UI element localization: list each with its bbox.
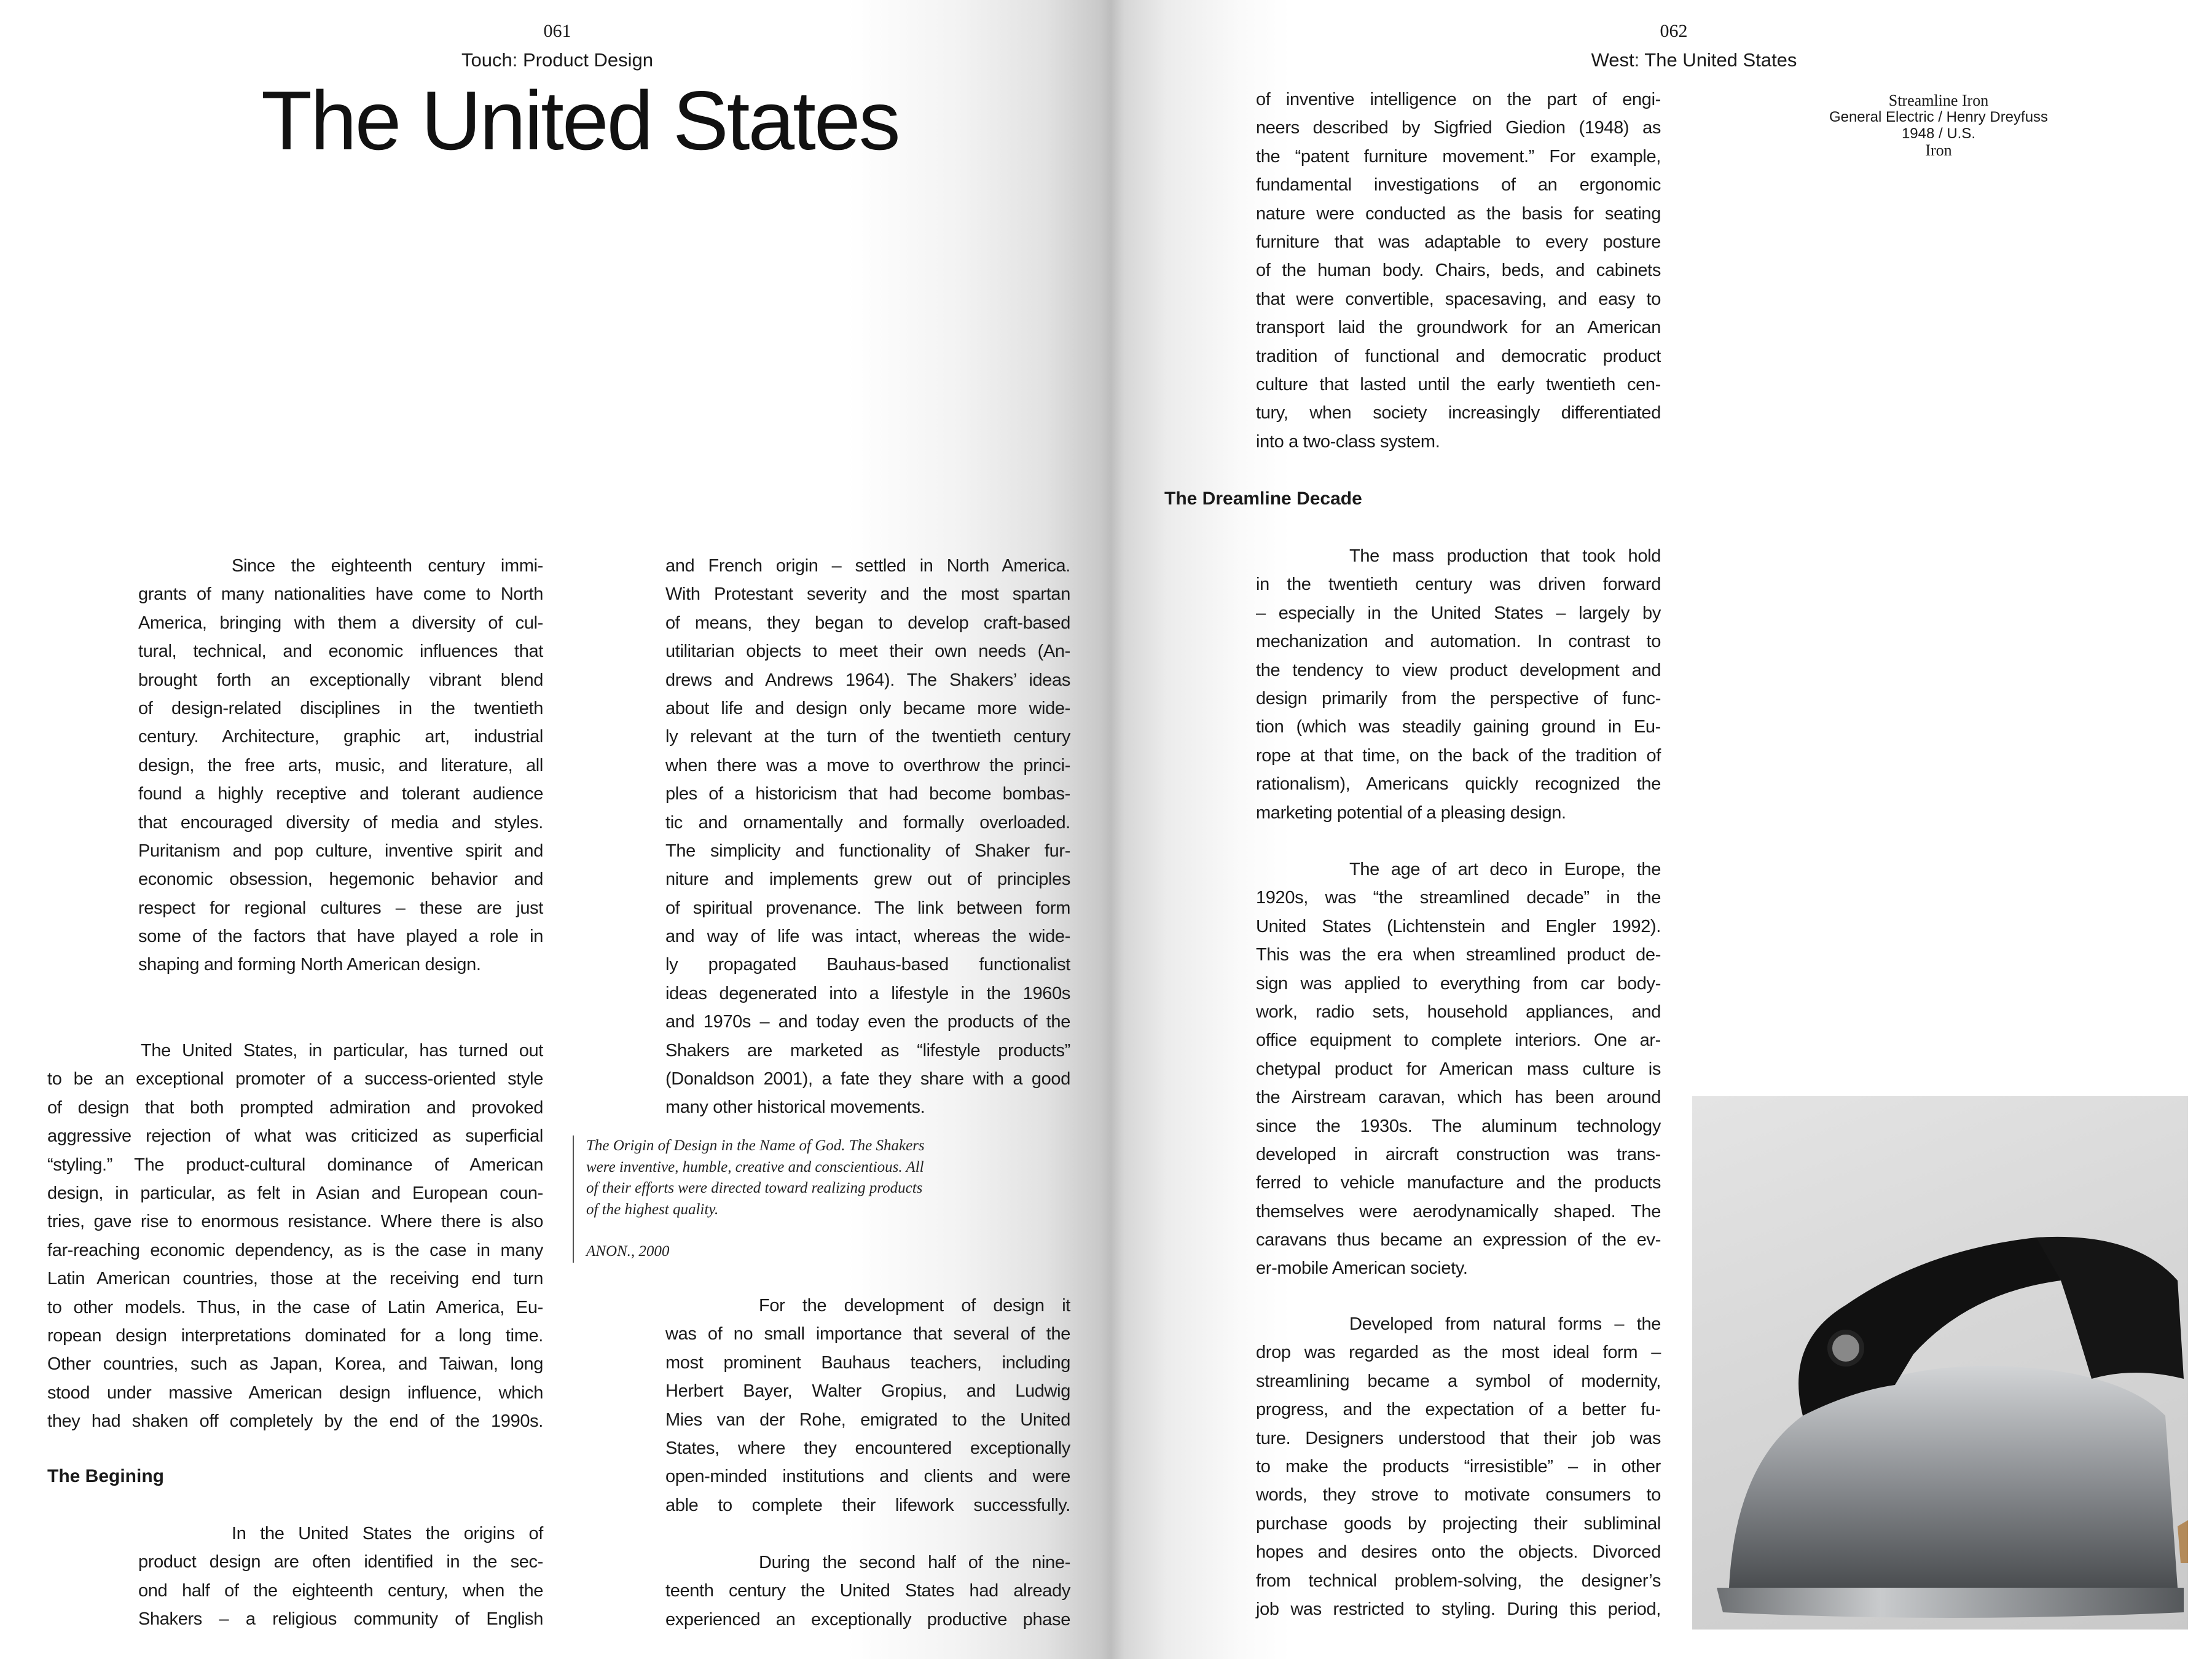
caption-object-name: Streamline Iron bbox=[1888, 92, 1989, 109]
text-line: work, radio sets, household appliances, and bbox=[1256, 1002, 1661, 1022]
text-line: ond half of the eighteenth century, when the bbox=[138, 1580, 543, 1601]
text-line: that encouraged diversity of media and styles. bbox=[138, 812, 543, 833]
caption-maker: General Electric / Henry Dreyfuss bbox=[1829, 109, 2049, 125]
text-line: tural, technical, and economic influences that bbox=[138, 641, 543, 662]
text-line: themselves were aerodynamically shaped. The bbox=[1256, 1201, 1661, 1222]
text-line: fundamental investigations of an ergonomic bbox=[1256, 175, 1661, 195]
text-line: when there was a move to overthrow the princi- bbox=[665, 755, 1070, 775]
text-line: hopes and desires onto the objects. Divorced bbox=[1256, 1542, 1661, 1563]
text-line: sign was applied to everything from car body- bbox=[1256, 973, 1661, 994]
body-paragraph bbox=[1256, 855, 1661, 1283]
text-line: into a two-class system. bbox=[1256, 431, 1440, 452]
text-line: Mies van der Rohe, emigrated to the United bbox=[665, 1410, 1070, 1430]
text-line: neers described by Sigfried Giedion (1948) as bbox=[1256, 118, 1661, 138]
text-line: they had shaken off completely by the end of the 1990s. bbox=[47, 1411, 543, 1432]
text-line: of design-related disciplines in the twentieth bbox=[138, 698, 543, 718]
text-line: of inventive intelligence on the part of engi- bbox=[1256, 90, 1661, 109]
text-line: progress, and the expectation of a better fu- bbox=[1256, 1400, 1661, 1420]
text-line: many other historical movements. bbox=[665, 1097, 925, 1118]
text-line: economic obsession, hegemonic behavior and bbox=[138, 869, 543, 890]
text-line: 1920s, was “the streamlined decade” in the bbox=[1256, 888, 1661, 908]
text-line: chetypal product for American mass culture is bbox=[1256, 1059, 1661, 1079]
text-line: Herbert Bayer, Walter Gropius, and Ludwig bbox=[665, 1381, 1070, 1402]
text-line: ferred to vehicle manufacture and the products bbox=[1256, 1173, 1661, 1193]
text-line: Shakers – a religious community of English bbox=[138, 1609, 543, 1630]
text-line: Latin American countries, those at the receiving end turn bbox=[47, 1269, 543, 1289]
text-line: Since the eighteenth century immi- bbox=[232, 556, 543, 576]
text-line: utilitarian objects to meet their own needs (An- bbox=[665, 641, 1070, 662]
text-line: drop was regarded as the most ideal form – bbox=[1256, 1343, 1661, 1363]
text-line: to make the products “irresistible” – in other bbox=[1256, 1456, 1661, 1477]
text-line: to be an exceptional promoter of a success-oriented style bbox=[47, 1069, 543, 1089]
text-line: job was restricted to styling. During this period, bbox=[1256, 1599, 1661, 1619]
text-line: “styling.” The product-cultural dominance of American bbox=[47, 1155, 543, 1175]
image-caption bbox=[1754, 92, 2123, 159]
text-line: America, bringing with them a diversity of cul- bbox=[138, 613, 543, 633]
text-line: ples of a historicism that had become bombas- bbox=[665, 784, 1070, 804]
body-paragraph bbox=[665, 1548, 1070, 1634]
text-line: The simplicity and functionality of Shaker fur- bbox=[665, 841, 1070, 861]
body-paragraph bbox=[1256, 85, 1661, 456]
text-line: words, they strove to motivate consumers to bbox=[1256, 1485, 1661, 1505]
pull-quote bbox=[573, 1135, 925, 1263]
text-line: teenth century the United States had already bbox=[665, 1581, 1070, 1601]
text-line: The mass production that took hold bbox=[1349, 546, 1661, 566]
text-line: far-reaching economic dependency, as is the case in many bbox=[47, 1240, 543, 1260]
running-head-right: West: The United States bbox=[1591, 49, 1797, 71]
quote-text bbox=[586, 1135, 925, 1220]
text-line: ly relevant at the turn of the twentieth century bbox=[665, 727, 1070, 747]
body-paragraph bbox=[1256, 1310, 1661, 1623]
text-line: design, the free arts, music, and literature, all bbox=[138, 755, 543, 775]
text-line: some of the factors that have played a role in bbox=[138, 927, 543, 947]
text-line: about life and design only became more wide- bbox=[665, 698, 1070, 718]
text-line: office equipment to complete interiors. One ar- bbox=[1256, 1030, 1661, 1051]
running-head-left: Touch: Product Design bbox=[461, 49, 653, 71]
text-line: shaping and forming North American design. bbox=[138, 955, 481, 975]
text-line: In the United States the origins of bbox=[232, 1524, 543, 1543]
text-line: developed in aircraft construction was trans- bbox=[1256, 1144, 1661, 1164]
body-paragraph bbox=[47, 1037, 543, 1435]
text-line: respect for regional cultures – these are just bbox=[138, 898, 543, 918]
text-line: tradition of functional and democratic product bbox=[1256, 346, 1661, 366]
text-line: transport laid the groundwork for an American bbox=[1256, 318, 1661, 338]
section-heading: The Dreamline Decade bbox=[1164, 488, 1362, 509]
text-line: tury, when society increasingly differentiated bbox=[1256, 403, 1661, 423]
text-line: ropean design interpretations dominated for a long time. bbox=[47, 1325, 543, 1346]
text-line: er-mobile American society. bbox=[1256, 1258, 1468, 1279]
text-line: caravans thus became an expression of the ev- bbox=[1256, 1230, 1661, 1250]
text-line: The age of art deco in Europe, the bbox=[1349, 860, 1661, 879]
text-line: ly propagated Bauhaus-based functionalist bbox=[665, 955, 1070, 975]
iron-illustration bbox=[1692, 1096, 2188, 1630]
text-line: – especially in the United States – largely by bbox=[1256, 603, 1661, 623]
text-line: the Airstream caravan, which has been around bbox=[1256, 1088, 1661, 1108]
caption-year-country: 1948 / U.S. bbox=[1901, 125, 1976, 142]
text-line: During the second half of the nine- bbox=[759, 1553, 1070, 1572]
text-line: in the twentieth century was driven forward bbox=[1256, 575, 1661, 595]
quote-line: of the highest quality. bbox=[586, 1201, 719, 1218]
text-line: to other models. Thus, in the case of Latin America, Eu- bbox=[47, 1297, 543, 1317]
text-line: of spiritual provenance. The link between form bbox=[665, 898, 1070, 918]
text-line: stood under massive American design influence, which bbox=[47, 1382, 543, 1403]
text-line: design primarily from the perspective of func- bbox=[1256, 688, 1661, 708]
text-line: of the human body. Chairs, beds, and cabinets bbox=[1256, 261, 1661, 281]
text-line: tion (which was steadily gaining ground in Eu- bbox=[1256, 717, 1661, 737]
body-paragraph bbox=[665, 1292, 1070, 1520]
text-line: ideas degenerated into a lifestyle in the 1960s bbox=[665, 983, 1070, 1003]
text-line: rationalism), Americans quickly recognized the bbox=[1256, 774, 1661, 794]
text-line: product design are often identified in the sec- bbox=[138, 1552, 543, 1572]
body-paragraph bbox=[138, 552, 543, 979]
text-line: marketing potential of a pleasing design. bbox=[1256, 802, 1566, 823]
body-paragraph bbox=[1256, 542, 1661, 827]
text-line: found a highly receptive and tolerant audience bbox=[138, 784, 543, 804]
text-line: furniture that was adaptable to every posture bbox=[1256, 232, 1661, 252]
text-line: grants of many nationalities have come to North bbox=[138, 584, 543, 605]
text-line: Developed from natural forms – the bbox=[1349, 1314, 1661, 1334]
text-line: was of no small importance that several of the bbox=[665, 1324, 1070, 1344]
text-line: design, in particular, as felt in Asian and European coun- bbox=[47, 1183, 543, 1203]
text-line: most prominent Bauhaus teachers, including bbox=[665, 1352, 1070, 1373]
text-line: culture that lasted until the early twentieth cen- bbox=[1256, 374, 1661, 394]
text-line: since the 1930s. The aluminum technology bbox=[1256, 1116, 1661, 1136]
text-line: the tendency to view product development and bbox=[1256, 660, 1661, 680]
quote-line: of their efforts were directed toward realizing products bbox=[586, 1180, 923, 1196]
page-number-right: 062 bbox=[1660, 21, 1688, 41]
text-line: tries, gave rise to enormous resistance. Where there is also bbox=[47, 1212, 543, 1232]
text-line: For the development of design it bbox=[759, 1296, 1070, 1316]
text-line: streamlining became a symbol of modernity, bbox=[1256, 1371, 1661, 1391]
text-line: nature were conducted as the basis for seating bbox=[1256, 203, 1661, 224]
text-line: century. Architecture, graphic art, industrial bbox=[138, 727, 543, 747]
text-line: and way of life was intact, whereas the wide- bbox=[665, 927, 1070, 947]
text-line: drews and Andrews 1964). The Shakers’ ideas bbox=[665, 670, 1070, 690]
text-line: experienced an exceptionally productive phase bbox=[665, 1609, 1070, 1630]
body-paragraph bbox=[138, 1520, 543, 1634]
text-line: and 1970s – and today even the products of the bbox=[665, 1012, 1070, 1032]
text-line: ture. Designers understood that their job was bbox=[1256, 1428, 1661, 1448]
text-line: tic and ornamentally and formally overloaded. bbox=[665, 812, 1070, 833]
body-paragraph bbox=[665, 552, 1070, 1122]
text-line: Other countries, such as Japan, Korea, and Taiwan, long bbox=[47, 1354, 543, 1375]
quote-attribution: ANON., 2000 bbox=[586, 1243, 670, 1260]
text-line: of means, they began to develop craft-based bbox=[665, 613, 1070, 633]
quote-line: were inventive, humble, creative and conscientious. All bbox=[586, 1158, 924, 1175]
quote-line: The Origin of Design in the Name of God. The Shakers bbox=[586, 1137, 925, 1154]
streamline-iron-photo bbox=[1692, 1096, 2188, 1630]
text-line: The United States, in particular, has turned out bbox=[141, 1041, 543, 1061]
text-line: niture and implements grew out of principles bbox=[665, 869, 1070, 890]
text-line: brought forth an exceptionally vibrant blend bbox=[138, 670, 543, 690]
text-line: the “patent furniture movement.” For example, bbox=[1256, 146, 1661, 167]
text-line: that were convertible, spacesaving, and easy to bbox=[1256, 289, 1661, 309]
text-line: With Protestant severity and the most spartan bbox=[665, 584, 1070, 605]
text-line: Puritanism and pop culture, inventive spirit and bbox=[138, 841, 543, 861]
text-line: able to complete their lifework successfully. bbox=[665, 1495, 1070, 1515]
text-line: open-minded institutions and clients and were bbox=[665, 1467, 1070, 1487]
text-line: (Donaldson 2001), a fate they share with a good bbox=[665, 1069, 1070, 1089]
section-heading: The Begining bbox=[47, 1466, 164, 1486]
text-line: mechanization and automation. In contrast to bbox=[1256, 632, 1661, 652]
text-line: and French origin – settled in North America. bbox=[665, 556, 1070, 576]
text-line: Shakers are marketed as “lifestyle products” bbox=[665, 1040, 1070, 1061]
text-line: of design that both prompted admiration and provoked bbox=[47, 1097, 543, 1118]
page-title: The United States bbox=[261, 74, 899, 167]
text-line: rope at that time, on the back of the tradition of bbox=[1256, 745, 1661, 766]
text-line: United States (Lichtenstein and Engler 1992). bbox=[1256, 916, 1661, 936]
page-number-left: 061 bbox=[543, 21, 571, 41]
text-line: States, where they encountered exceptionally bbox=[665, 1438, 1070, 1458]
caption-category: Iron bbox=[1925, 141, 1952, 159]
text-line: This was the era when streamlined product de- bbox=[1256, 945, 1661, 965]
text-line: aggressive rejection of what was criticized as superficial bbox=[47, 1126, 543, 1147]
text-line: purchase goods by projecting their subliminal bbox=[1256, 1513, 1661, 1534]
text-line: from technical problem-solving, the designer’s bbox=[1256, 1571, 1661, 1591]
